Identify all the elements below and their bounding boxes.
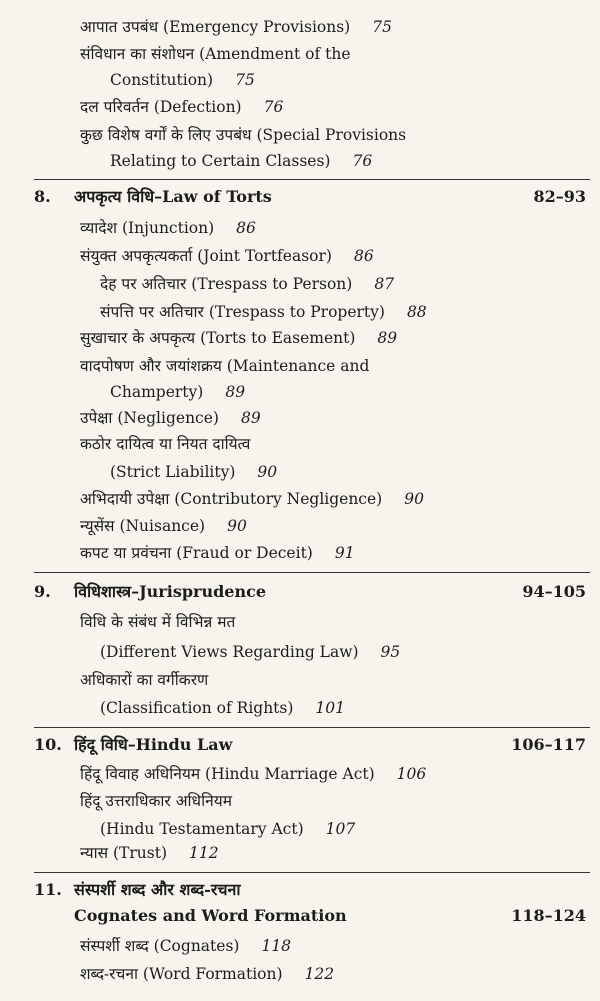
page-number: 76: [352, 152, 373, 170]
toc-entry-continued: Champerty) 89: [110, 383, 246, 401]
page-number: 89: [225, 383, 246, 401]
toc-subentry: देह पर अतिचार (Trespass to Person) 87: [100, 275, 395, 293]
toc-entry-continued: (Hindu Testamentary Act) 107: [100, 820, 356, 838]
chapter-number: 10.: [34, 735, 62, 754]
page-number: 87: [374, 275, 395, 293]
page-number: 88: [406, 303, 427, 321]
toc-entry: संयुक्त अपकृत्यकर्ता (Joint Tortfeasor) 86: [80, 247, 374, 265]
toc-entry: हिंदू विवाह अधिनियम (Hindu Marriage Act) 106: [80, 765, 427, 783]
toc-entry-continued: (Classification of Rights) 101: [100, 699, 346, 717]
page-number: 86: [236, 219, 256, 237]
page-number: 101: [315, 699, 346, 717]
chapter-title: अपकृत्य विधि–Law of Torts: [74, 187, 272, 206]
chapter-divider: [34, 872, 590, 873]
chapter-number: 8.: [34, 187, 51, 206]
toc-entry: न्यास (Trust) 112: [80, 844, 219, 862]
toc-entry-continued: Relating to Certain Classes) 76: [110, 152, 373, 170]
page-number: 91: [334, 544, 355, 562]
chapter-divider: [34, 727, 590, 728]
chapter-divider: [34, 179, 590, 180]
toc-entry: दल परिवर्तन (Defection) 76: [80, 98, 284, 116]
page-number: 107: [325, 820, 356, 838]
toc-entry: विधि के संबंध में विभिन्न मत: [80, 613, 236, 631]
toc-entry: वादपोषण और जयांशक्रय (Maintenance and: [80, 357, 370, 375]
chapter-heading-9: [34, 582, 590, 602]
toc-entry: कपट या प्रवंचना (Fraud or Deceit) 91: [80, 544, 355, 562]
toc-entry: कुछ विशेष वर्गों के लिए उपबंध (Special Provisions: [80, 126, 407, 144]
toc-entry: आपात उपबंध (Emergency Provisions) 75: [80, 18, 392, 36]
page-number: 90: [404, 490, 424, 508]
chapter-heading-8: [34, 187, 590, 207]
chapter-page-range: 106–117: [511, 735, 586, 754]
toc-entry: संस्पर्शी शब्द (Cognates) 118: [80, 937, 292, 955]
page-number: 89: [377, 329, 398, 347]
toc-entry: व्यादेश (Injunction) 86: [80, 219, 256, 237]
chapter-subtitle-11: [34, 906, 590, 926]
toc-entry: सुखाचार के अपकृत्य (Torts to Easement) 89: [80, 329, 398, 347]
page-number: 76: [263, 98, 284, 116]
toc-entry-continued: (Strict Liability) 90: [110, 463, 278, 481]
toc-entry: अधिकारों का वर्गीकरण: [80, 671, 209, 689]
chapter-number: 11.: [34, 880, 62, 899]
toc-entry: न्यूसेंस (Nuisance) 90: [80, 517, 247, 535]
toc-entry: हिंदू उत्तराधिकार अधिनियम: [80, 792, 232, 810]
chapter-heading-10: [34, 735, 590, 755]
toc-entry: अभिदायी उपेक्षा (Contributory Negligence) 90: [80, 490, 424, 508]
toc-entry-continued: (Different Views Regarding Law) 95: [100, 643, 401, 661]
toc-entry: संविधान का संशोधन (Amendment of the: [80, 45, 351, 63]
page-number: 90: [227, 517, 247, 535]
chapter-title: हिंदू विधि–Hindu Law: [74, 735, 233, 754]
toc-entry-continued: Constitution) 75: [110, 71, 255, 89]
page-number: 106: [396, 765, 427, 783]
chapter-title: विधिशास्त्र–Jurisprudence: [74, 582, 266, 601]
page-number: 86: [353, 247, 374, 265]
page-number: 118: [261, 937, 292, 955]
toc-entry: कठोर दायित्व या नियत दायित्व: [80, 435, 251, 453]
chapter-title: संस्पर्शी शब्द और शब्द-रचना: [74, 880, 241, 899]
chapter-page-range: 82–93: [533, 187, 586, 206]
chapter-page-range: 118–124: [511, 906, 586, 925]
page-number: 90: [257, 463, 278, 481]
chapter-heading-11: [34, 880, 590, 900]
chapter-page-range: 94–105: [522, 582, 586, 601]
toc-entry: उपेक्षा (Negligence) 89: [80, 409, 261, 427]
page-number: 75: [372, 18, 392, 36]
page-number: 95: [380, 643, 401, 661]
toc-entry: शब्द-रचना (Word Formation) 122: [80, 965, 335, 983]
chapter-number: 9.: [34, 582, 51, 601]
page-number: 75: [235, 71, 255, 89]
toc-subentry: संपत्ति पर अतिचार (Trespass to Property) 88: [100, 303, 427, 321]
page-number: 89: [240, 409, 261, 427]
chapter-divider: [34, 572, 590, 573]
chapter-subtitle: Cognates and Word Formation: [74, 906, 347, 925]
page-number: 122: [304, 965, 335, 983]
page-number: 112: [189, 844, 219, 862]
